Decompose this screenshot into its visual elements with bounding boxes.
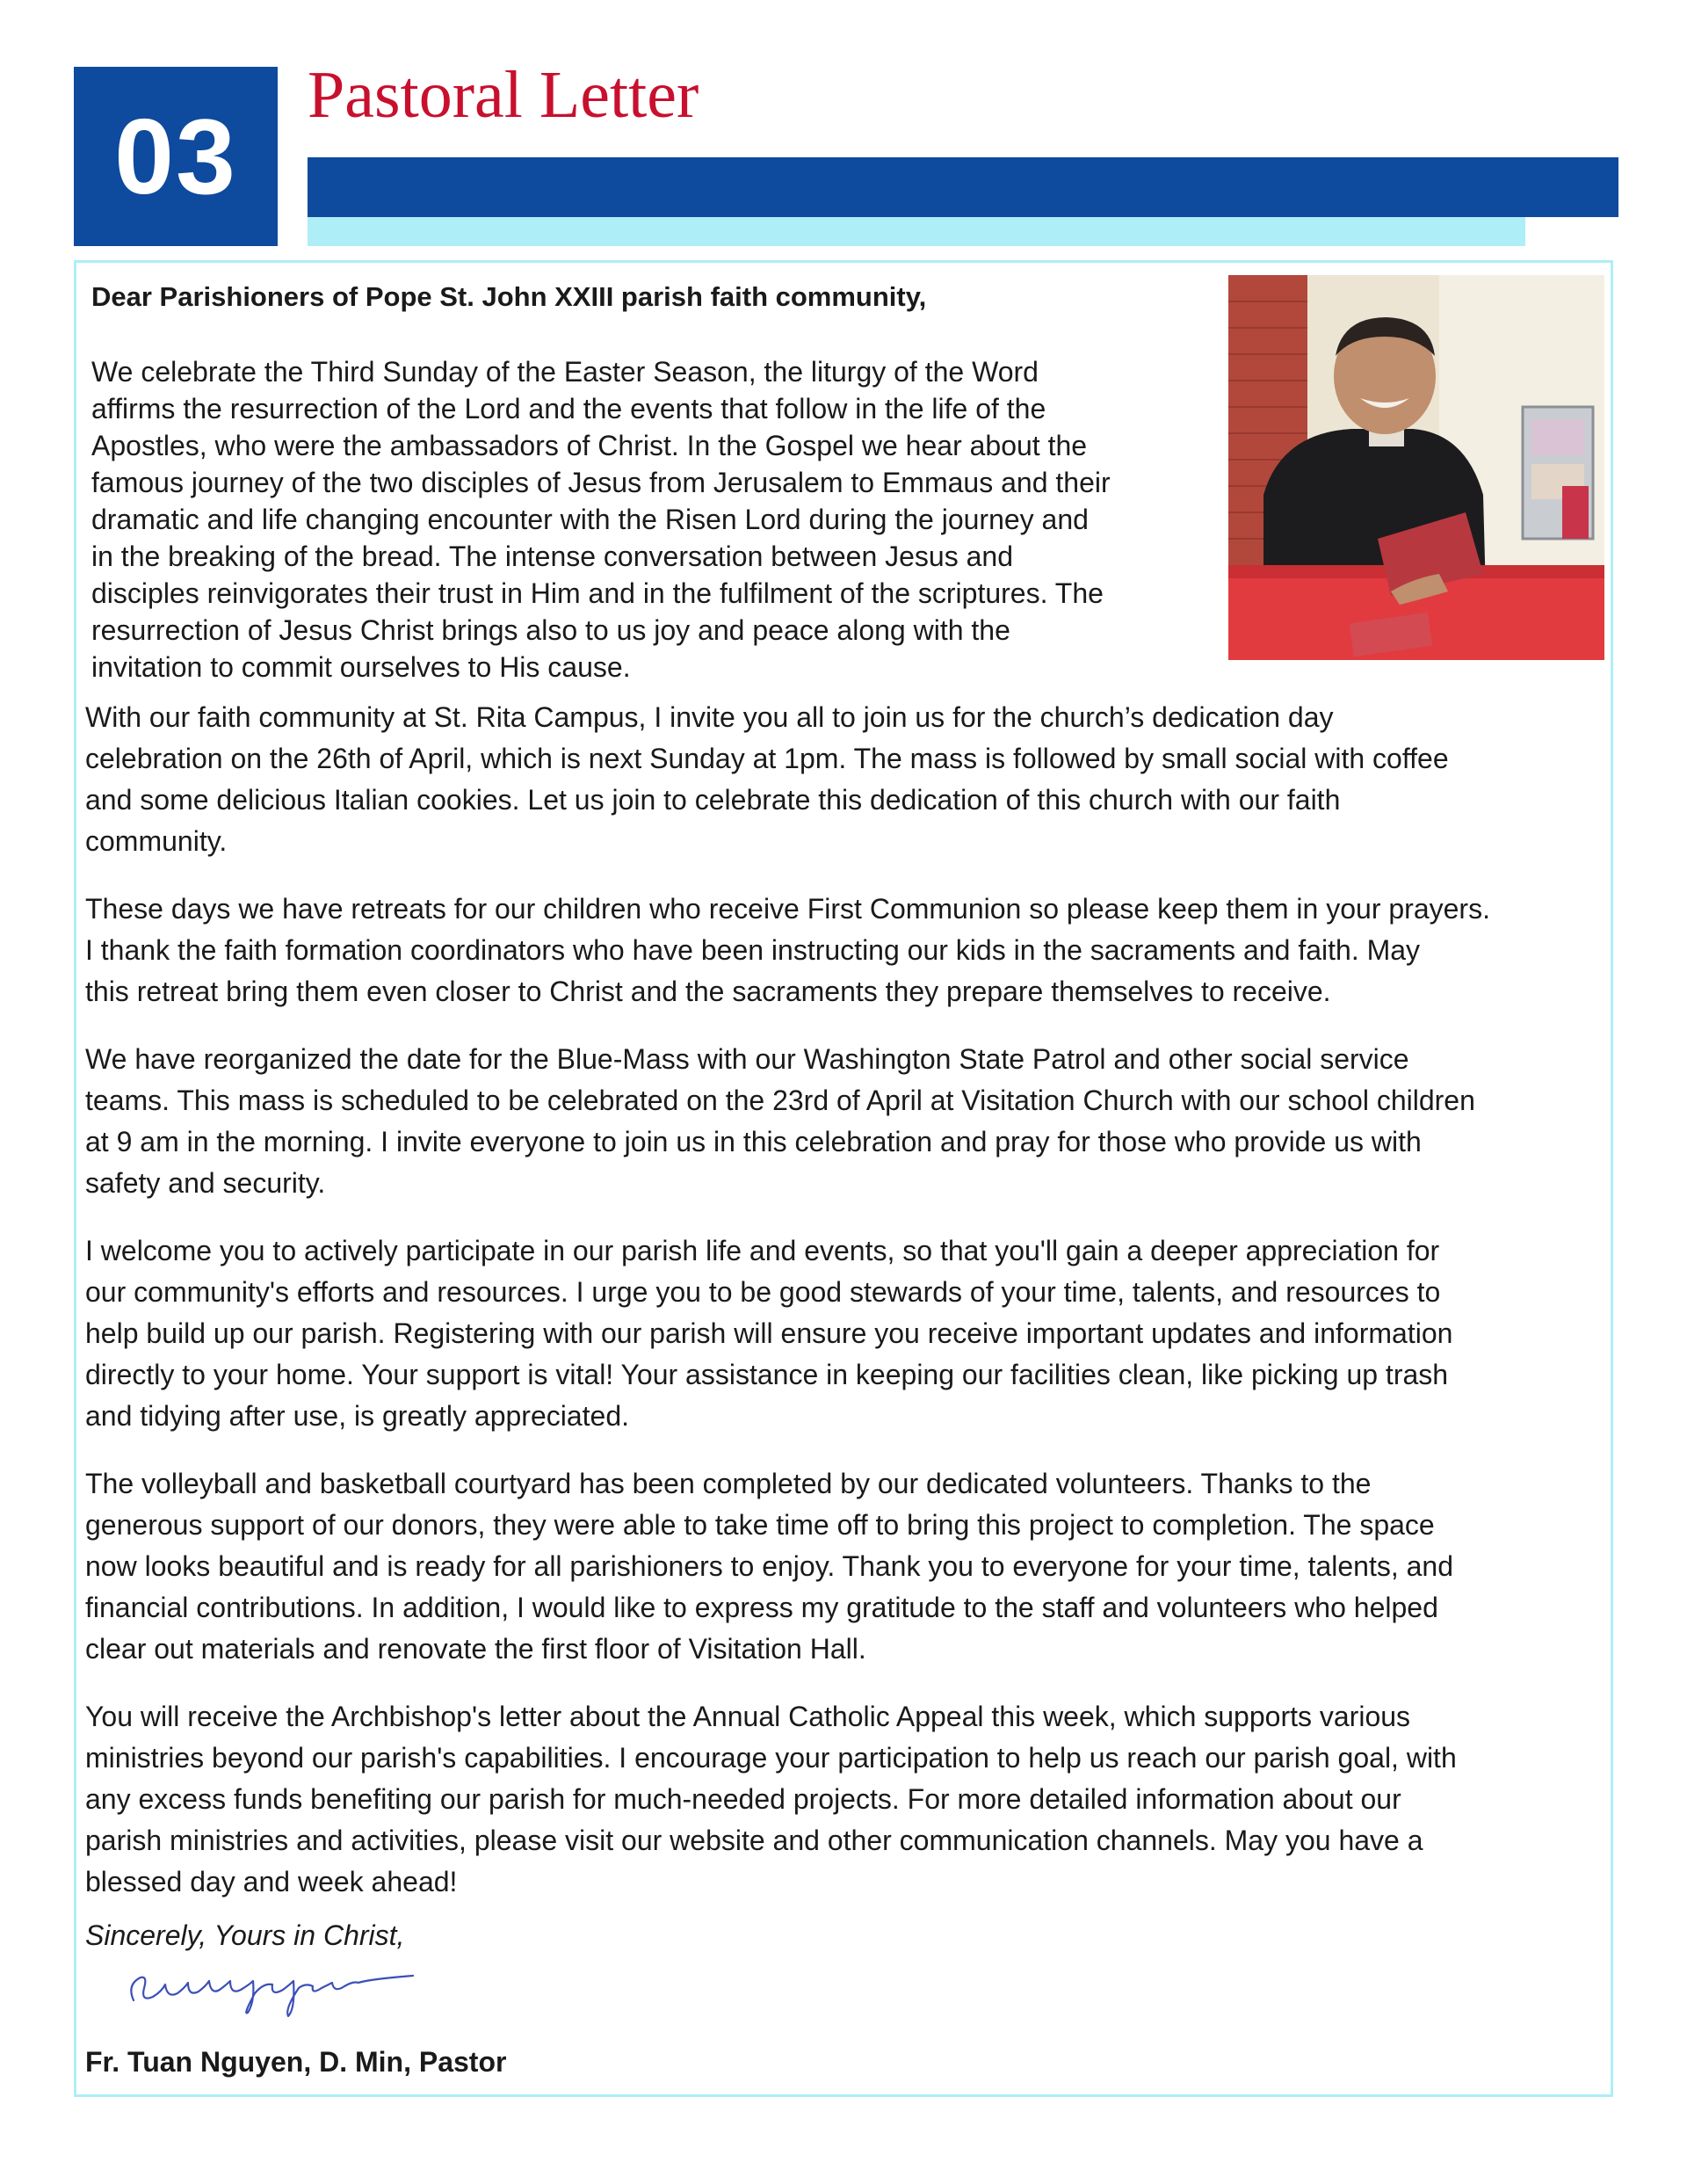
- paragraph-line: I welcome you to actively participate in our parish life and events, so that you'll gain a deeper appreciation for: [85, 1235, 1440, 1266]
- salutation: Dear Parishioners of Pope St. John XXIII parish faith community,: [91, 281, 927, 312]
- paragraph-line: We have reorganized the date for the Blue-Mass with our Washington State Patrol and other social service: [85, 1043, 1409, 1075]
- paragraph-line: The volleyball and basketball courtyard has been completed by our dedicated volunteers. Thanks to the: [85, 1468, 1372, 1499]
- intro-line: resurrection of Jesus Christ brings also to us joy and peace along with the: [91, 614, 1010, 646]
- intro-paragraph: [91, 353, 1111, 686]
- paragraph-line: at 9 am in the morning. I invite everyone to join us in this celebration and pray for those who provide us with: [85, 1126, 1422, 1157]
- intro-line: We celebrate the Third Sunday of the Easter Season, the liturgy of the Word: [91, 356, 1039, 388]
- paragraph-line: I thank the faith formation coordinators who have been instructing our kids in the sacraments and faith. May: [85, 934, 1421, 966]
- header-bar-blue: [308, 157, 1618, 217]
- letter-body: [85, 697, 1614, 1929]
- paragraph-line: our community's efforts and resources. I urge you to be good stewards of your time, talents, and resources to: [85, 1276, 1441, 1308]
- paragraph-line: and some delicious Italian cookies. Let us join to celebrate this dedication of this church with our faith: [85, 784, 1341, 816]
- handwritten-signature: [123, 1958, 422, 2020]
- closing-line: Sincerely, Yours in Christ,: [85, 1919, 405, 1951]
- paragraph-line: any excess funds benefiting our parish for much-needed projects. For more detailed information about our: [85, 1783, 1401, 1815]
- paragraph-line: clear out materials and renovate the first floor of Visitation Hall.: [85, 1633, 866, 1665]
- paragraph-catholic-appeal: [85, 1696, 1614, 1903]
- paragraph-line: teams. This mass is scheduled to be celebrated on the 23rd of April at Visitation Church with our school children: [85, 1085, 1475, 1116]
- intro-line: disciples reinvigorates their trust in Him and in the fulfilment of the scriptures. The: [91, 577, 1104, 609]
- intro-line: famous journey of the two disciples of Jesus from Jerusalem to Emmaus and their: [91, 467, 1111, 498]
- paragraph-courtyard: [85, 1463, 1614, 1670]
- section-number-badge: [74, 67, 278, 246]
- paragraph-line: directly to your home. Your support is vital! Your assistance in keeping our facilities clean, like picking up trash: [85, 1359, 1449, 1390]
- paragraph-line: blessed day and week ahead!: [85, 1866, 458, 1897]
- paragraph-line: These days we have retreats for our children who receive First Communion so please keep them in your prayers.: [85, 893, 1490, 925]
- paragraph-line: community.: [85, 825, 228, 857]
- header-bar-cyan: [308, 217, 1525, 246]
- pastor-photo-illustration: [1228, 275, 1604, 660]
- paragraph-line: safety and security.: [85, 1167, 326, 1199]
- intro-line: dramatic and life changing encounter with the Risen Lord during the journey and: [91, 504, 1089, 535]
- intro-line: Apostles, who were the ambassadors of Christ. In the Gospel we hear about the: [91, 430, 1088, 461]
- signature-name: Fr. Tuan Nguyen, D. Min, Pastor: [85, 2046, 507, 2078]
- paragraph-line: parish ministries and activities, please visit our website and other communication channels. May you have a: [85, 1825, 1423, 1856]
- paragraph-line: now looks beautiful and is ready for all parishioners to enjoy. Thank you to everyone for your time, talents, and: [85, 1550, 1454, 1582]
- paragraph-line: generous support of our donors, they were able to take time off to bring this project to completion. The space: [85, 1509, 1435, 1541]
- paragraph-line: You will receive the Archbishop's letter about the Annual Catholic Appeal this week, which supports various: [85, 1701, 1411, 1732]
- intro-line: affirms the resurrection of the Lord and the events that follow in the life of the: [91, 393, 1046, 424]
- paragraph-line: celebration on the 26th of April, which is next Sunday at 1pm. The mass is followed by small social with coffee: [85, 743, 1449, 774]
- paragraph-dedication: [85, 697, 1614, 862]
- paragraph-line: this retreat bring them even closer to Christ and the sacraments they prepare themselves to receive.: [85, 976, 1331, 1007]
- section-number: 03: [114, 97, 237, 216]
- intro-line: invitation to commit ourselves to His cause.: [91, 651, 631, 683]
- pastor-photo: [1228, 275, 1604, 660]
- paragraph-line: help build up our parish. Registering with our parish will ensure you receive important updates and information: [85, 1317, 1453, 1349]
- paragraph-participation: [85, 1230, 1614, 1437]
- paragraph-first-communion: [85, 889, 1614, 1012]
- paragraph-line: With our faith community at St. Rita Campus, I invite you all to join us for the church’s dedication day: [85, 701, 1334, 733]
- paragraph-line: financial contributions. In addition, I would like to express my gratitude to the staff and volunteers who helped: [85, 1592, 1438, 1623]
- intro-line: in the breaking of the bread. The intense conversation between Jesus and: [91, 541, 1013, 572]
- paragraph-line: and tidying after use, is greatly appreciated.: [85, 1400, 630, 1432]
- paragraph-line: ministries beyond our parish's capabilities. I encourage your participation to help us reach our parish goal, with: [85, 1742, 1457, 1774]
- paragraph-blue-mass: [85, 1039, 1614, 1204]
- page-title: Pastoral Letter: [308, 58, 699, 132]
